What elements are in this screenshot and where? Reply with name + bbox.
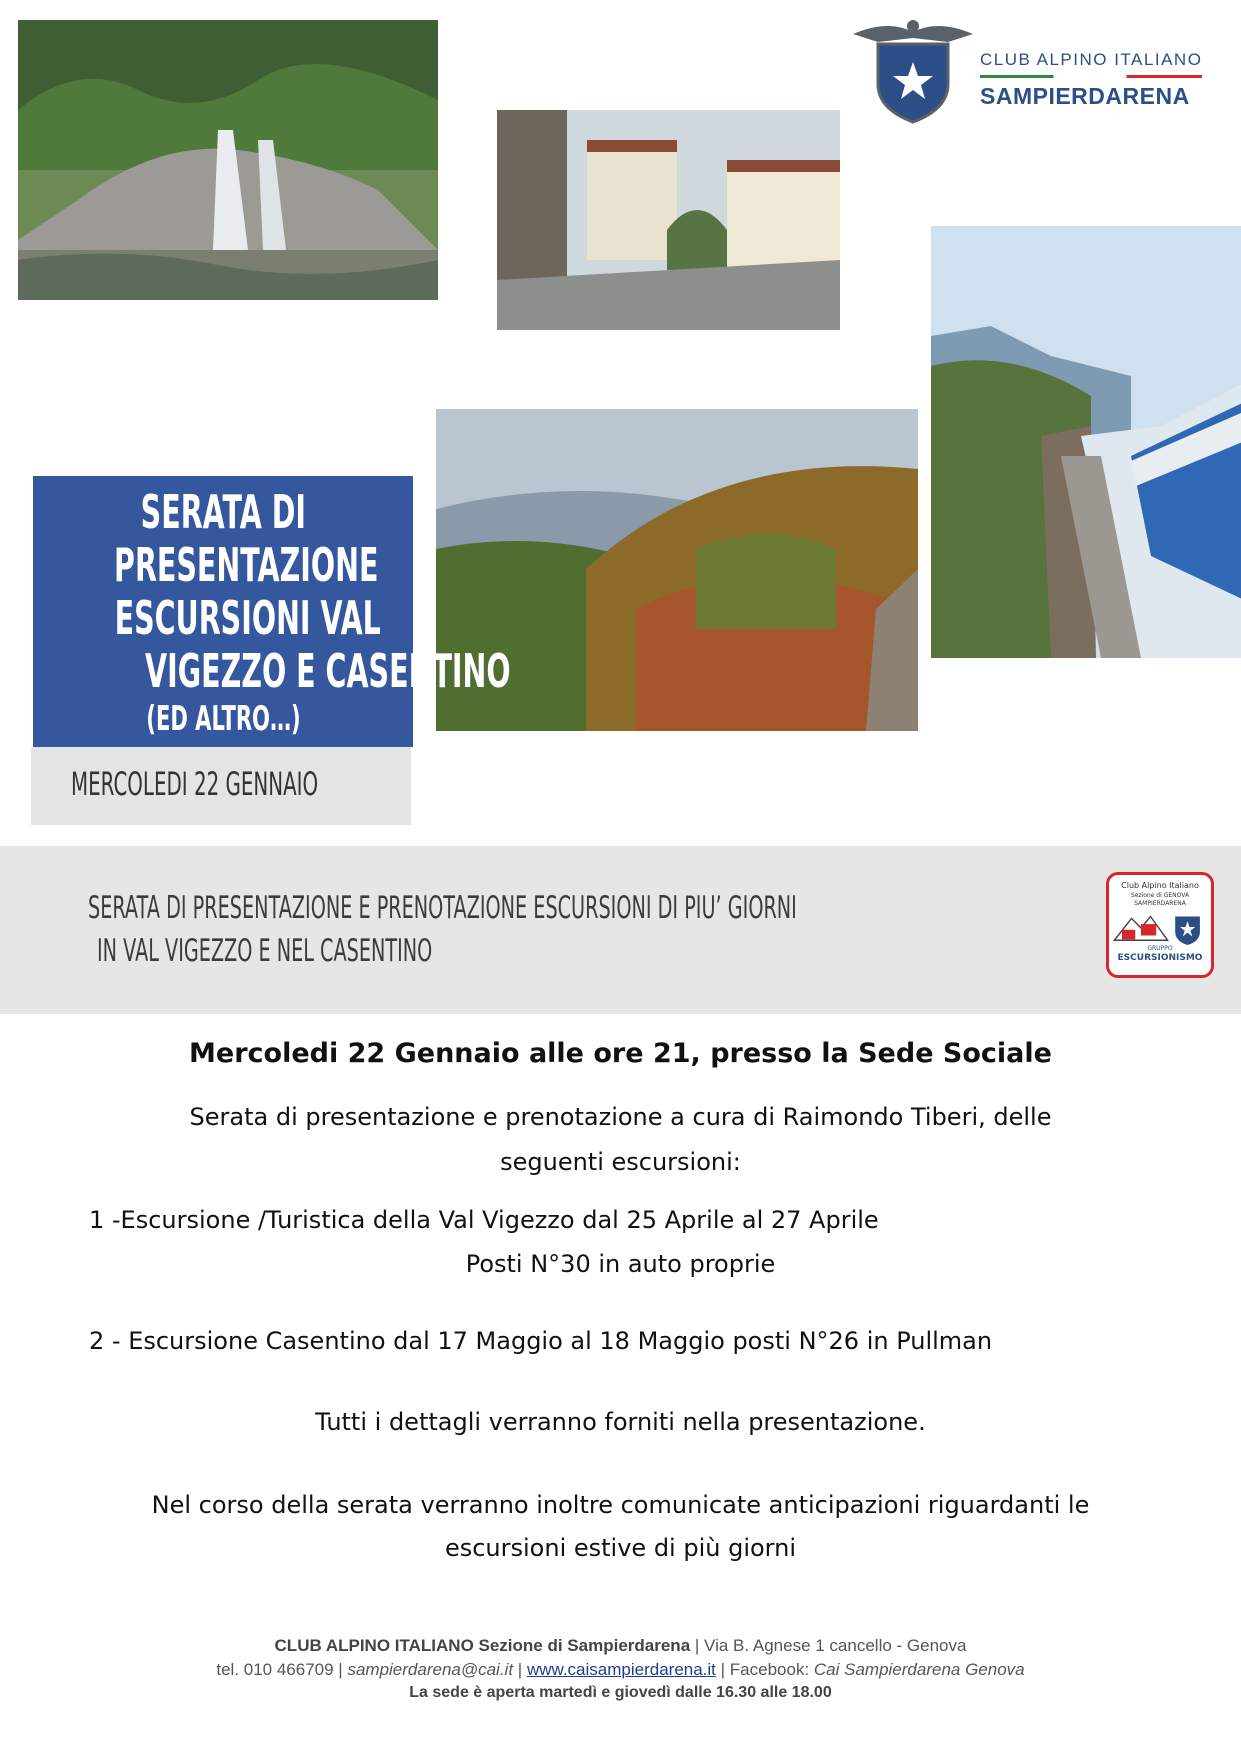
intro-line-1: Serata di presentazione e prenotazione a cura di Raimondo Tiberi, delle [189,1103,1052,1131]
title-line-3: ESCURSIONI VAL [114,591,381,645]
title-box [33,476,511,747]
footer-address: Via B. Agnese 1 cancello - Genova [704,1636,967,1655]
item-2: 2 - Escursione Casentino dal 17 Maggio al 18 Maggio posti N°26 in Pullman [89,1327,993,1355]
note-line-2: escursioni estive di più giorni [444,1534,797,1562]
footer-email[interactable]: sampierdarena@cai.it [347,1660,514,1679]
railway-bridge-photo [931,226,1241,658]
title-line-2: PRESENTAZIONE [114,538,379,592]
footer-facebook-label: Facebook: [729,1660,814,1679]
info-banner [0,846,1241,1014]
badge-line-3: SAMPIERDARENA [1134,900,1186,907]
footer-separator: | [715,1660,730,1679]
footer-org: CLUB ALPINO ITALIANO Sezione di Sampierdarena [274,1636,691,1655]
badge-line-2: Sezione di GENOVA [1130,892,1190,899]
footer-separator: | [333,1660,348,1679]
footer-hours: La sede è aperta martedì e giovedì dalle 16.30 alle 18.00 [409,1684,832,1701]
badge-line-1: Club Alpino Italiano [1121,881,1199,890]
intro-line-2: seguenti escursioni: [500,1148,741,1176]
item-1-line-2: Posti N°30 in auto proprie [465,1250,776,1278]
footer-line-1 [0,1636,1241,1656]
item-1-line-1: 1 -Escursione /Turistica della Val Vigezzo dal 25 Aprile al 27 Aprile [89,1206,879,1234]
footer-phone: tel. 010 466709 [216,1660,334,1679]
badge-line-5: ESCURSIONISMO [1117,953,1203,963]
logo-subtitle: SAMPIERDARENA [980,83,1190,109]
footer-separator: | [690,1636,705,1655]
footer-website-link[interactable]: www.caisampierdarena.it [526,1660,716,1679]
footer-facebook[interactable]: Cai Sampierdarena Genova [813,1660,1025,1679]
logo-title: CLUB ALPINO ITALIANO [980,50,1203,69]
waterfall-photo [18,20,438,300]
title-line-4: VIGEZZO E CASENTINO [145,644,511,698]
headline: Mercoledi 22 Gennaio alle ore 21, presso la Sede Sociale [189,1038,1052,1069]
title-line-1: SERATA DI [140,485,306,539]
cai-logo [848,14,978,124]
village-photo [497,110,840,330]
badge-line-4: GRUPPO [1147,945,1173,952]
escursionismo-badge [1106,872,1214,978]
logo-tricolor [980,75,1202,78]
footer-separator: | [513,1660,527,1679]
banner-line-1: SERATA DI PRESENTAZIONE E PRENOTAZIONE ESCURSIONI DI PIU’ GIORNI [88,890,797,926]
details-line: Tutti i dettagli verranno forniti nella presentazione. [315,1408,926,1436]
mountain-icon [1112,907,1208,945]
date-label: MERCOLEDI 22 GENNAIO [71,765,319,803]
note-line-1: Nel corso della serata verranno inoltre comunicate anticipazioni riguardanti le [151,1491,1090,1519]
title-line-5: (ED ALTRO…) [145,699,301,739]
footer-line-2 [0,1660,1241,1680]
banner-line-2: IN VAL VIGEZZO E NEL CASENTINO [97,933,433,969]
date-box [31,747,411,825]
